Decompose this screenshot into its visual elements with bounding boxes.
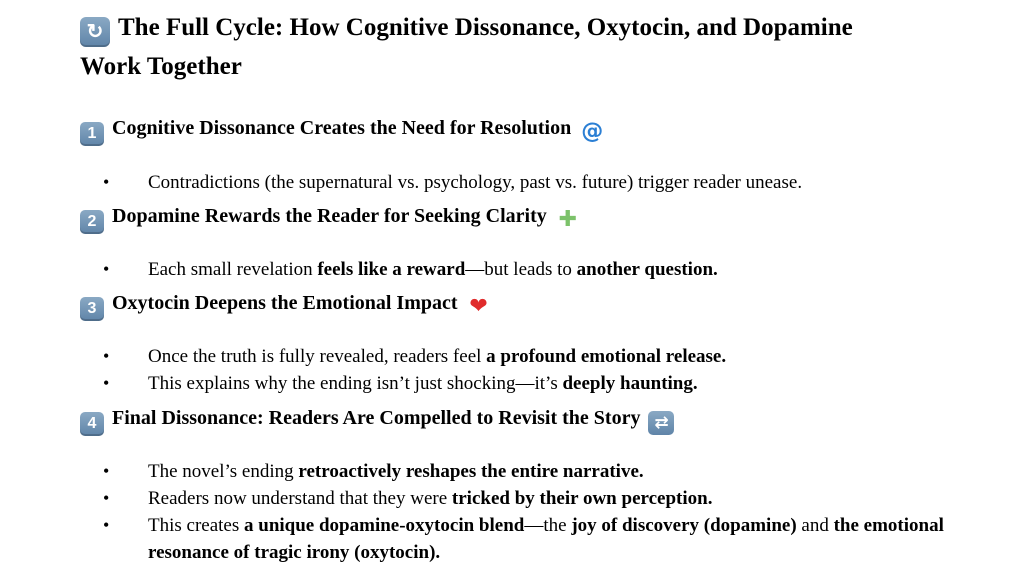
bullet-bold-text: retroactively reshapes the entire narrative.: [298, 461, 644, 482]
bullet-text: —but leads to: [465, 259, 577, 280]
bullet-bold-text: a unique dopamine-oxytocin blend: [244, 515, 525, 536]
keycap-number-3-icon: 3: [80, 297, 104, 321]
section-heading-text: Final Dissonance: Readers Are Compelled to Revisit the Story: [112, 407, 641, 429]
red-heart-icon: ❤: [469, 294, 488, 319]
section-heading-3: [80, 289, 492, 321]
bullet-text: —the: [524, 515, 572, 536]
section-heading-text: Cognitive Dissonance Creates the Need for Resolution: [112, 117, 572, 139]
section-heading-text: Dopamine Rewards the Reader for Seeking Clarity: [112, 205, 547, 227]
bullet-list-3: [0, 343, 1024, 397]
bullet-list-2: [0, 256, 1024, 283]
bullet-bold-text: joy of discovery (dopamine): [571, 515, 797, 536]
list-item: [0, 512, 978, 566]
bullet-text: Once the truth is fully revealed, readers feel: [148, 346, 487, 367]
title-line-1: The Full Cycle: How Cognitive Dissonance, Oxytocin, and Dopamine: [118, 14, 853, 41]
cyclone-icon: @: [581, 119, 604, 144]
puzzle-piece-icon: ✚: [558, 207, 577, 232]
counterclockwise-arrows-icon: ↻: [80, 17, 110, 47]
list-item: [0, 370, 978, 397]
section-heading-4: [80, 404, 674, 436]
bullet-text: Each small revelation: [148, 259, 318, 280]
bullet-list-1: [0, 169, 1024, 196]
bullet-text: Readers now understand that they were: [148, 488, 452, 509]
title-line-2: Work Together: [80, 53, 242, 80]
bullet-bold-text: the emotional resonance of tragic irony (oxytocin).: [148, 515, 944, 563]
repeat-button-icon: ⇄: [648, 411, 674, 435]
bullet-list-4: [0, 458, 1024, 566]
page-title: [80, 8, 980, 86]
section-heading-text: Oxytocin Deepens the Emotional Impact: [112, 292, 458, 314]
bullet-bold-text: another question.: [576, 259, 718, 280]
section-heading-1: [80, 114, 605, 146]
keycap-number-4-icon: 4: [80, 412, 104, 436]
bullet-bold-text: a profound emotional release.: [486, 346, 727, 367]
list-item: [0, 458, 978, 485]
bullet-bold-text: deeply haunting.: [562, 373, 698, 394]
section-heading-2: [80, 202, 581, 234]
keycap-number-2-icon: 2: [80, 210, 104, 234]
keycap-number-1-icon: 1: [80, 122, 104, 146]
list-item: [0, 256, 978, 283]
list-item: [0, 343, 978, 370]
bullet-text: This explains why the ending isn’t just shocking—it’s: [148, 373, 563, 394]
bullet-text: The novel’s ending: [148, 461, 299, 482]
bullet-bold-text: feels like a reward: [317, 259, 466, 280]
bullet-text: and: [796, 515, 834, 536]
list-item: [0, 485, 978, 512]
bullet-bold-text: tricked by their own perception.: [451, 488, 713, 509]
list-item: [0, 169, 978, 196]
bullet-text: This creates: [148, 515, 245, 536]
bullet-text: Contradictions (the supernatural vs. psychology, past vs. future) trigger reader unease.: [148, 172, 803, 193]
